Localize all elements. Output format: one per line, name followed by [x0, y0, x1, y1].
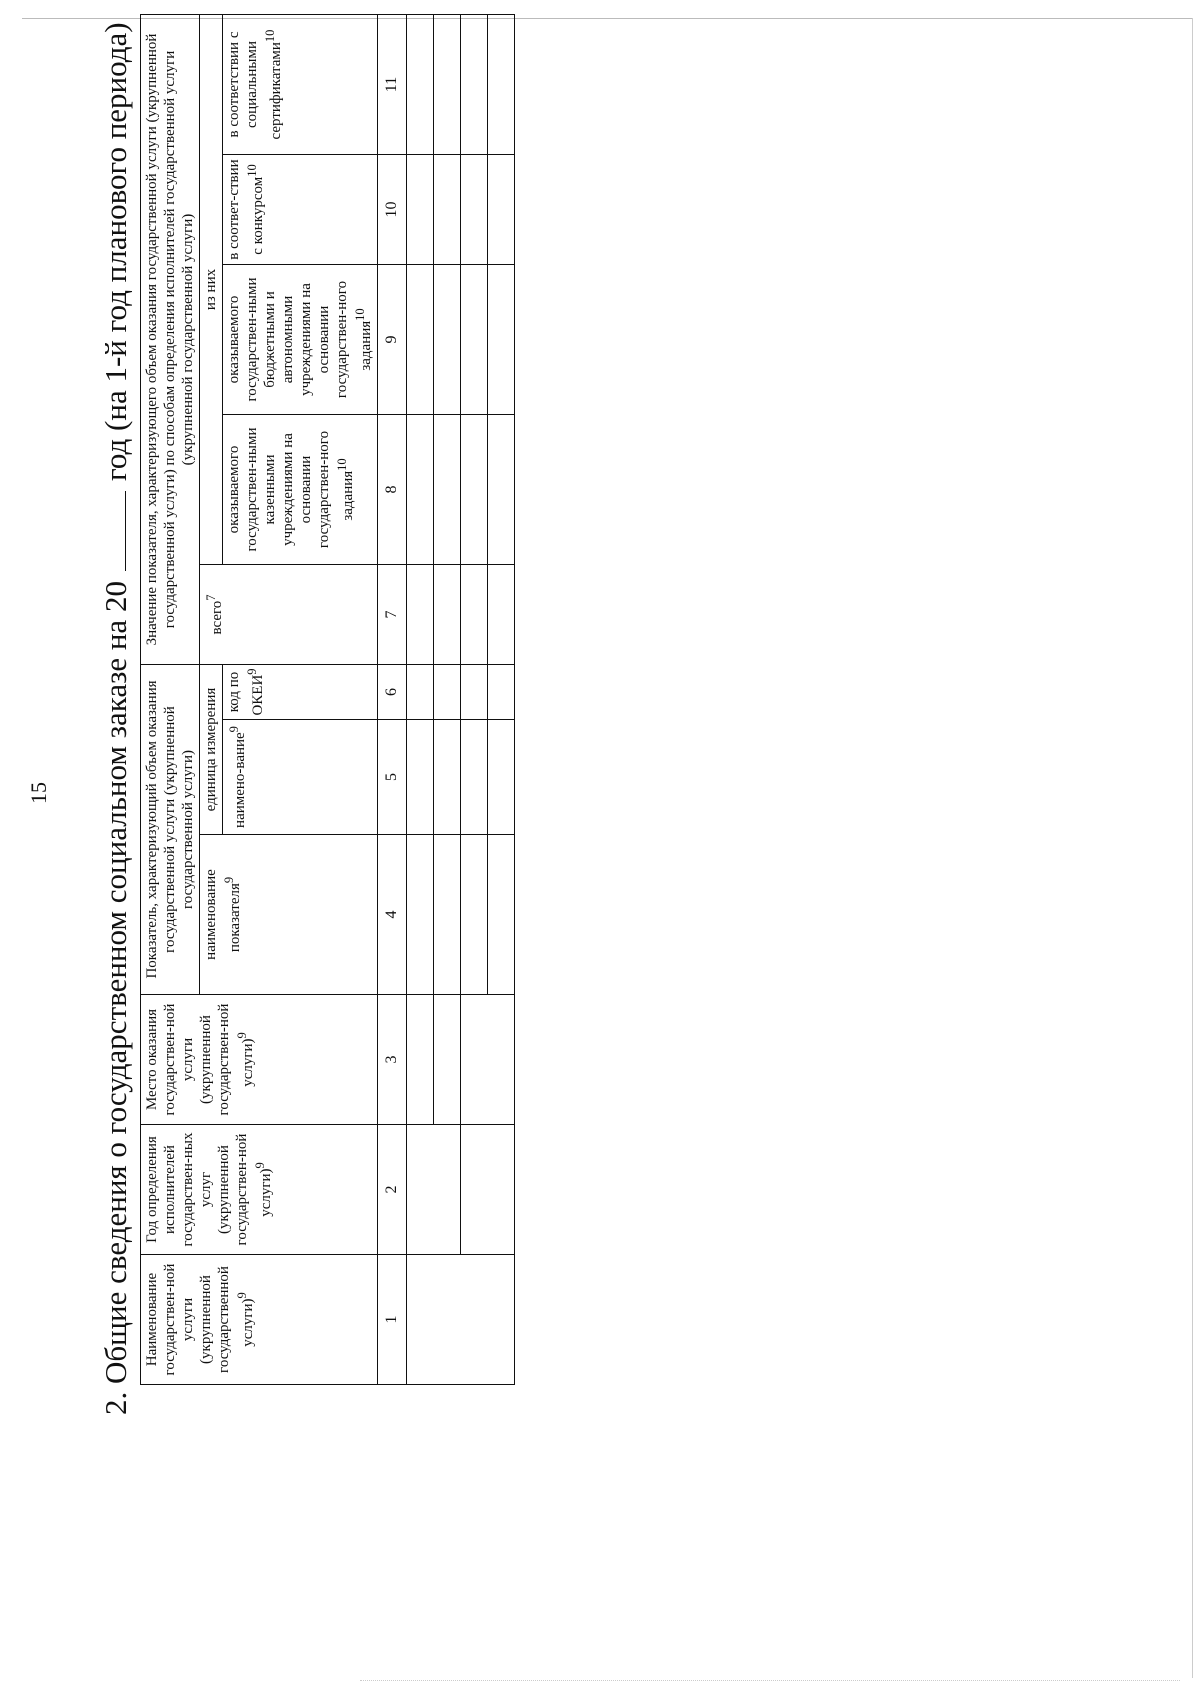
empty-cell — [488, 15, 515, 155]
empty-cell — [434, 720, 461, 835]
col-number: 8 — [378, 415, 407, 565]
header-kazennye: оказываемого государствен-ными казенными учреждениями на основании государствен-ного задания$^{10}$ — [223, 415, 378, 565]
empty-cell — [434, 265, 461, 415]
table-row — [461, 15, 488, 1385]
empty-cell — [461, 565, 488, 665]
empty-cell — [434, 835, 461, 995]
empty-cell — [407, 1125, 461, 1255]
header-indicator-name: наименование показателя$^9$ — [200, 835, 378, 995]
year-blank — [125, 491, 126, 571]
empty-cell — [461, 1125, 515, 1255]
empty-cell — [434, 155, 461, 265]
empty-cell — [434, 15, 461, 155]
header-place: Место оказания государствен-ной услуги (укрупненной государствен-ной услуги)$^9$ — [141, 995, 378, 1125]
empty-cell — [407, 995, 434, 1125]
empty-cell — [461, 835, 488, 995]
empty-cell — [488, 720, 515, 835]
col-number: 10 — [378, 155, 407, 265]
col-number: 6 — [378, 665, 407, 720]
empty-cell — [461, 995, 515, 1125]
page-number: 15 — [26, 782, 51, 804]
empty-cell — [434, 665, 461, 720]
empty-cell — [461, 15, 488, 155]
empty-cell — [488, 415, 515, 565]
col-number: 1 — [378, 1255, 407, 1385]
empty-cell — [407, 1255, 515, 1385]
header-of-them: из них — [200, 15, 223, 565]
header-value-group: Значение показателя, характеризующего объем оказания государственной услуги (укрупненной государственной услуги) по способам определения исполнителей государственной услуги (укрупненной государственной услуги) — [141, 15, 200, 665]
col-number: 4 — [378, 835, 407, 995]
empty-cell — [407, 415, 434, 565]
empty-cell — [407, 265, 434, 415]
empty-cell — [461, 665, 488, 720]
empty-cell — [461, 265, 488, 415]
header-year: Год определения исполнителей государствен-ных услуг (укрупненной государствен-ной услуги)$^9$ — [141, 1125, 378, 1255]
header-unit: единица измерения — [200, 665, 223, 835]
col-number: 2 — [378, 1125, 407, 1255]
header-unit-code: код по ОКЕИ$^9$ — [223, 665, 378, 720]
empty-cell — [488, 155, 515, 265]
col-number: 7 — [378, 565, 407, 665]
title-part2: год (на 1-й год планового периода) — [98, 22, 133, 482]
footer-dotted-line — [360, 1680, 1180, 1682]
empty-cell — [407, 835, 434, 995]
empty-cell — [407, 565, 434, 665]
header-indicator-group: Показатель, характеризующий объем оказания государственной услуги (укрупненной государственной услуги) — [141, 665, 200, 995]
header-service-name: Наименование государствен-ной услуги (укрупненной государственной услуги)$^9$ — [141, 1255, 378, 1385]
title-part1: 2. Общие сведения о государственном социальном заказе на 20 — [98, 581, 133, 1415]
empty-cell — [488, 665, 515, 720]
empty-cell — [488, 265, 515, 415]
empty-cell — [488, 835, 515, 995]
empty-cell — [488, 565, 515, 665]
col-number: 9 — [378, 265, 407, 415]
empty-cell — [407, 155, 434, 265]
col-number: 3 — [378, 995, 407, 1125]
empty-cell — [461, 155, 488, 265]
header-budget: оказываемого государствен-ными бюджетными и автономными учреждениями на основании государствен-ного задания$^{10}$ — [223, 265, 378, 415]
empty-cell — [407, 720, 434, 835]
table-row — [407, 15, 434, 1385]
social-order-table — [140, 14, 515, 1385]
header-competition: в соответ-ствии с конкурсом$^{10}$ — [223, 155, 378, 265]
header-unit-name: наимено-вание$^9$ — [223, 720, 378, 835]
empty-cell — [434, 565, 461, 665]
empty-cell — [461, 415, 488, 565]
empty-cell — [434, 995, 461, 1125]
page-title — [98, 0, 134, 1640]
empty-cell — [461, 720, 488, 835]
empty-cell — [407, 665, 434, 720]
empty-cell — [407, 15, 434, 155]
empty-cell — [434, 415, 461, 565]
header-certificates: в соответствии с социальными сертификатами$^{10}$ — [223, 15, 378, 155]
col-number: 11 — [378, 15, 407, 155]
header-total: всего$^7$ — [200, 565, 378, 665]
col-number: 5 — [378, 720, 407, 835]
